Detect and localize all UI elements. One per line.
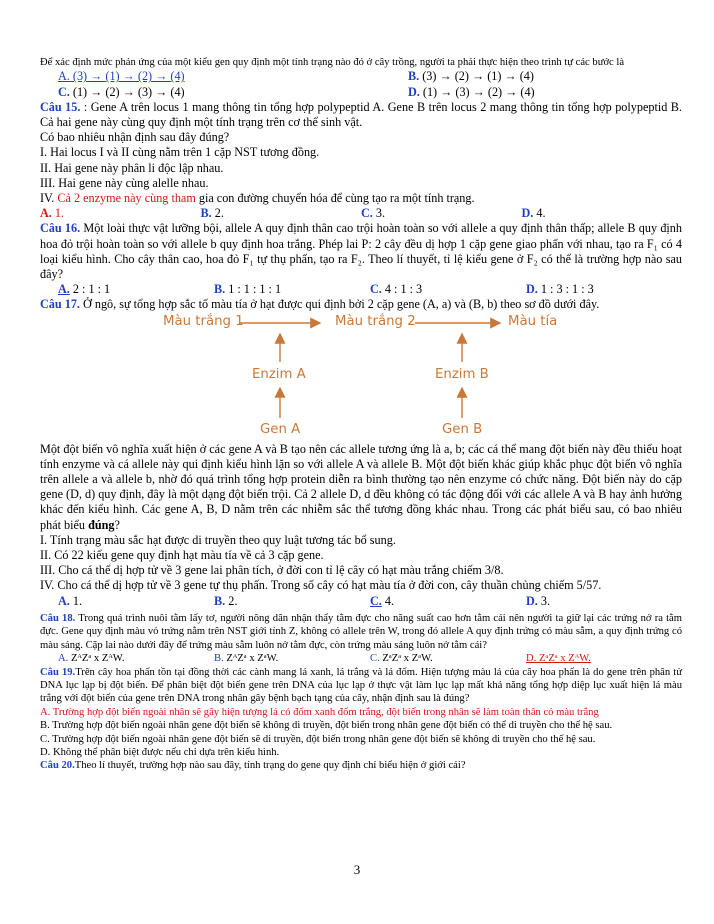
question-15-option-c: C. 3. <box>361 206 386 221</box>
question-19-option-d: D. Không thể phân biệt được nếu chỉ dựa trên kiểu hình. <box>40 746 280 758</box>
enzyme-b-label: Enzim B <box>435 366 489 382</box>
question-16: Câu 16. Một loài thực vật lưỡng bội, allele A quy định thân cao trội hoàn toàn so với allele a quy định thân thấp; allele B quy định hoa đỏ trội hoàn toàn so với allele b quy định hoa trắng. Phép lai P: 2 cây đều dị hợp 1 cặp gene giao phấn với nhau, tạo ra F₁ có 4 loại kiểu hình. Cho cây thân cao, hoa đỏ F₁ tự thụ phấn, tạo ra F₂. Theo lí thuyết, tỉ lệ kiểu gene ở F₂ có thể là trường hợp nào sau đây? <box>40 221 682 282</box>
question-18-option-c: C. ZᵃZᵃ x ZᵃW. <box>370 653 433 665</box>
question-15-statement-4: IV. Cả 2 enzyme này cùng tham gia con đường chuyển hóa để cùng tạo ra một tính trạng. <box>40 191 475 206</box>
question-16-option-b: B. 1 : 1 : 1 : 1 <box>214 282 282 297</box>
enzyme-a-label: Enzim A <box>252 366 306 382</box>
question-15-options <box>40 206 682 221</box>
gene-a-label: Gen A <box>260 421 301 437</box>
intro-options-row-1 <box>40 69 682 84</box>
question-17-statement-3: III. Cho cá thể dị hợp tử về 3 gene lai phân tích, ở đời con tỉ lệ cây có hạt màu trắng chiếm 3/8. <box>40 563 504 578</box>
intro-option-a: A. (3) → (1) → (2) → (4) <box>58 69 185 84</box>
question-19: Câu 19.Trên cây hoa phấn tồn tại đồng thời các cành mang lá xanh, lá trắng và lá đốm. Hiện tượng màu lá của cây hoa phấn là do gene trên phân tử DNA lục lạp bị đột biến. Để phân biệt đột biến gene trên DNA của lục lạp ở thực vật làm lục lạp mất khả năng tổng hợp diệp lục xuất hiện lá màu trắng với đột biến của gene trên DNA trong nhân gây bệnh bạch tạng của cây, nhận định sau là đúng? <box>40 666 682 705</box>
question-15-statement-1: I. Hai locus I và II cùng nằm trên 1 cặp NST tương đồng. <box>40 145 320 160</box>
question-17-option-c: C. 4. <box>370 593 395 608</box>
question-15-label: Câu 15. <box>40 99 81 114</box>
intro-option-c: C. (1) → (2) → (3) → (4) <box>58 84 185 99</box>
question-17-statement-2: II. Có 22 kiểu gene quy định hạt màu tía về cả 3 cặp gene. <box>40 548 324 563</box>
pathway-arrows <box>40 314 682 439</box>
page-content <box>40 56 682 773</box>
question-17-option-a: A. 1. <box>58 593 83 608</box>
state-white-2: Màu trắng 2 <box>335 313 416 329</box>
question-16-option-c: C. 4 : 1 : 3 <box>370 282 423 297</box>
gene-b-label: Gen B <box>442 421 483 437</box>
question-17-statement-1: I. Tính trạng màu sắc hạt được di truyền theo quy luật tương tác bổ sung. <box>40 532 396 547</box>
question-15-option-d: D. 4. <box>521 206 546 221</box>
question-18-option-a: A. ZᴬZᵃ x ZᴬW. <box>58 653 125 665</box>
question-17-paragraph: Một đột biến vô nghĩa xuất hiện ở các gene A và B tạo nên các allele tương ứng là a, b; các cá thể mang đột biến này đều thiếu hoạt tính enzyme và cá allele này qui định kiểu hình lặn so với allele A và allele B. Một đột biến khác giúp khắc phục đột biến vô nghĩa trên allele a và allele b, nhờ đó quá trình tổng hợp protein diễn ra bình thường tạo nên enzyme có chức năng. Đột biến này do cặp gene (D, d) quy định, đây là một dạng đột biến trội. Cả 2 allele D, d đều không có tác động đối với các allele A và B hay ảnh hưởng khác đến kiểu hình. Các gene A, B, D nằm trên các nhiễm sắc thể tương đồng khác nhau. Trong các phát biểu sau, có bao nhiêu phát biểu đúng? <box>40 441 682 532</box>
intro-options-row-2 <box>40 85 682 100</box>
page-number: 3 <box>353 862 361 877</box>
pathway-diagram <box>40 314 682 439</box>
question-17-statement-4: IV. Cho cá thể dị hợp tử về 3 gene tự thụ phấn. Trong số cây có hạt màu tía ở đời con, cây thuần chủng chiếm 5/57. <box>40 578 602 593</box>
question-20: Câu 20.Theo lí thuyết, trường hợp nào sau đây, tính trạng do gene quy định chỉ biểu hiện ở giới cái? <box>40 760 466 772</box>
question-19-option-a: A. Trường hợp đột biến ngoài nhân sẽ gây hiện tượng lá có đốm xanh đốm trắng, đột biến trong nhân sẽ làm toàn thân có màu trắng <box>40 706 599 718</box>
question-17-options <box>40 594 682 609</box>
question-15: Câu 15. : Gene A trên locus 1 mang thông tin tổng hợp polypeptid A. Gene B trên locus 2 mang thông tin tổng hợp polypeptid B. Cả hai gene này cùng quy định một tính trạng trên cơ thể sinh vật. <box>40 99 682 130</box>
question-18-option-d: D. ZᵃZᵃ x ZᴬW. <box>526 653 591 665</box>
question-16-options <box>40 282 682 297</box>
question-19-option-c: C. Trường hợp đột biến ngoài nhân gene đột biến sẽ di truyền, đột biến trong nhân gene đột biến sẽ không di truyền cho thế hệ sau. <box>40 733 596 745</box>
question-18-option-b: B. ZᴬZᵃ x ZᵃW. <box>214 653 279 665</box>
question-18-options <box>40 652 682 665</box>
question-16-option-d: D. 1 : 3 : 1 : 3 <box>526 282 594 297</box>
question-17-option-b: B. 2. <box>214 593 238 608</box>
question-16-option-a: A. 2 : 1 : 1 <box>58 282 111 297</box>
question-18: Câu 18. Trong quá trình nuôi tằm lấy tơ, người nông dân nhận thấy tằm đực cho năng suất cao hơn tằm cái nên người ta giữ lại các trứng nở ra tằm đực. Gene quy định màu vỏ trứng nằm trên NST giới tính Z, không có allele trên W, trong đó allele A quy định trứng có màu sẫm, a quy định trứng có màu sáng. Cặp lai nào dưới đây để trứng màu sẫm luôn nở tằm đực, còn trứng màu sáng luôn nở tằm cái? <box>40 612 682 651</box>
question-15-statement-3: III. Hai gene này cùng alelle nhau. <box>40 175 209 190</box>
question-15-option-b: B. 2. <box>200 206 224 221</box>
intro-question-text: Để xác định mức phản ứng của một kiểu gen quy định một tính trạng nào đó ở cây trồng, người ta phải thực hiện theo trình tự các bước là <box>40 57 625 68</box>
intro-option-b: B. (3) → (2) → (1) → (4) <box>408 69 534 84</box>
question-15-statement-2: II. Hai gene này phân li độc lập nhau. <box>40 160 224 175</box>
question-17-option-d: D. 3. <box>526 593 551 608</box>
state-purple: Màu tía <box>508 313 558 329</box>
question-17: Câu 17. Ở ngô, sự tổng hợp sắc tố màu tía ở hạt được qui định bởi 2 cặp gene (A, a) và (B, b) theo sơ đồ dưới đây. <box>40 297 600 312</box>
question-15-prompt: Có bao nhiêu nhận định sau đây đúng? <box>40 130 230 145</box>
question-19-option-b: B. Trường hợp đột biến ngoài nhân gene đột biến sẽ không di truyền, đột biến trong nhân gene đột biến có thể di truyền cho thế hệ sau. <box>40 720 613 732</box>
question-15-option-a: A. 1. <box>40 206 65 221</box>
state-white-1: Màu trắng 1 <box>163 313 244 329</box>
intro-option-d: D. (1) → (3) → (2) → (4) <box>408 84 535 99</box>
